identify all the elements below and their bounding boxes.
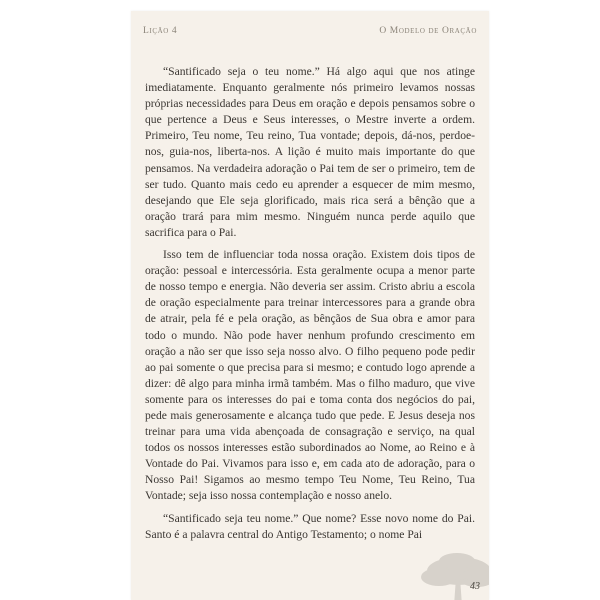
paragraph-2: Isso tem de influenciar toda nossa oração. Existem dois tipos de oração: pessoal e intercessória. Esta geralmente ocupa a menor parte de nosso tempo e energia. Não deveria ser assim. Cristo abriu a escola de oração especialmente para treinar intercessores para a grande obra de atrair, pela fé e pela oração, as bênçãos de Sua obra e amor para todo o mundo. Não pode haver nenhum profundo crescimento em oração a não ser que isso seja nosso alvo. O filho pequeno pode pedir ao pai somente o que precisa para si mesmo; e contudo logo aprende a dizer: dê algo para minha irmã também. Mas o filho maduro, que vive somente para os interesses do pai e toma conta dos negócios do pai, pede mais generosamente e alcança tudo que pede. E Jesus deseja nos treinar para uma vida abençoada de consagração e serviço, na qual todos os nossos interesses estão subordinados ao Nome, ao Reino e à Vontade do Pai. Vivamos para isso e, em cada ato de adoração, para o Nosso Pai! Sigamos ao mesmo tempo Teu Nome, Teu Reino, Tua Vontade; seja isso nossa contemplação e nosso anelo. [145,248,475,503]
tree-ornament-icon [409,551,489,600]
paragraph-1: “Santificado seja o teu nome.” Há algo aqui que nos atinge imediatamente. Enquanto geralmente nós primeiro levamos nossas próprias necessidades para Deus em oração e depois pensamos sobre o que pertence a Deus e Seus interesses, o Mestre inverte a ordem. Primeiro, Teu nome, Teu reino, Tua vontade; depois, dá-nos, perdoe-nos, guia-nos, liberta-nos. A lição é muito mais importante do que pensamos. Na verdadeira adoração o Pai tem de ser o primeiro, tem de ser tudo. Quanto mais cedo eu aprender a esquecer de mim mesmo, desejando que Ele seja glorificado, mais rica será a bênção que a oração trará para mim mesmo. Ninguém nunca perde aquilo que sacrifica para o Pai. [145,65,475,239]
page-number: 43 [470,581,480,592]
header-lesson: Lição 4 [143,26,178,36]
header-chapter-title: O Modelo de Oração [379,26,477,36]
paragraph-3: “Santificado seja teu nome.” Que nome? Esse novo nome do Pai. Santo é a palavra central do Antigo Testamento; o nome Pai [145,511,475,541]
body-text [145,64,475,549]
book-page [131,11,489,600]
